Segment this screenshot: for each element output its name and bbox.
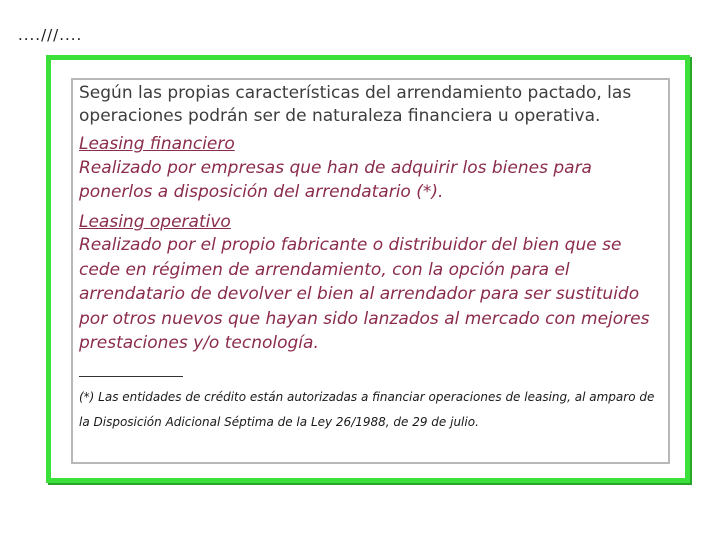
section-body: Realizado por empresas que han de adquirir los bienes para ponerlos a disposición del arrendatario (*). — [79, 157, 592, 202]
section-title: Leasing financiero — [79, 134, 235, 154]
text-panel — [71, 78, 670, 464]
section-leasing-operativo — [79, 211, 662, 356]
section-leasing-financiero — [79, 133, 662, 205]
footnote-divider — [79, 376, 183, 377]
section-title: Leasing operativo — [79, 211, 231, 232]
page-header: ....///.... — [18, 26, 83, 44]
intro-paragraph: Según las propias características del arrendamiento pactado, las operaciones podrán ser de naturaleza financiera u operativa. — [79, 83, 632, 126]
footnote: (*) Las entidades de crédito están autorizadas a financiar operaciones de leasing, al amparo de la Disposición Adicional Séptima de la Ley 26/1988, de 29 de julio. — [79, 389, 655, 429]
section-body: Realizado por el propio fabricante o distribuidor del bien que se cede en régimen de arrendamiento, con la opción para el arrendatario de devolver el bien al arrendador para ser sustituido por otros nuevos que hayan sido lanzados al mercado con mejores prestaciones y/o tecnología. — [79, 235, 650, 353]
content-frame — [46, 55, 690, 483]
